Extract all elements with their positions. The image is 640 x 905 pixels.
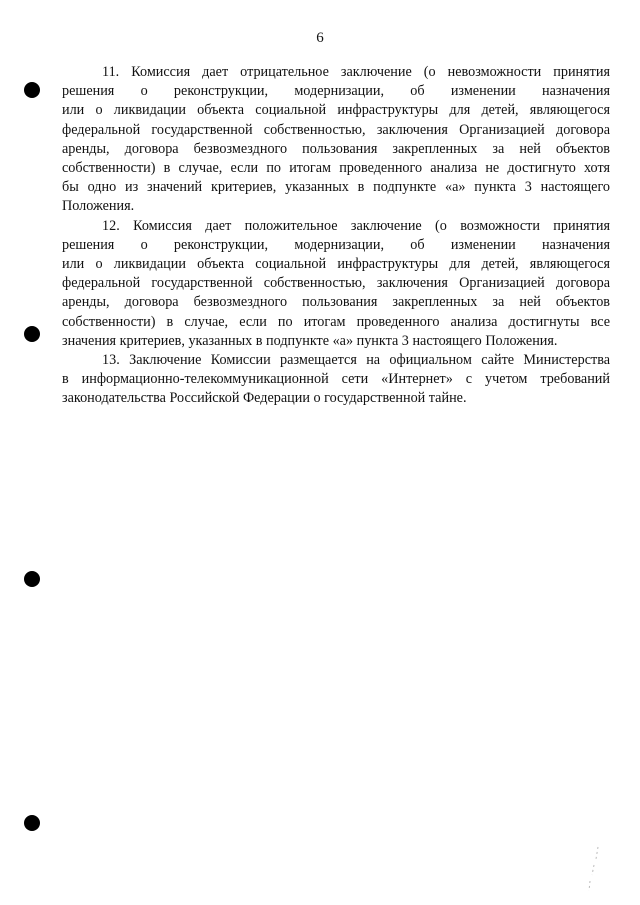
text-line: Положения. xyxy=(62,198,135,215)
text-line: 12. Комиссия дает положительное заключение (о возможности принятия xyxy=(102,217,610,234)
text-line: значения критериев, указанных в подпункте «а» пункта 3 настоящего Положения. xyxy=(62,332,558,349)
text-line: 13. Заключение Комиссии размещается на официальном сайте Министерства xyxy=(102,352,610,369)
text-line: аренды, договора безвозмездного пользования закрепленных за ней объектов xyxy=(62,140,610,157)
document-body xyxy=(62,63,610,409)
text-line: федеральной государственной собственностью, заключения Организацией договора xyxy=(62,121,610,138)
text-line: решения о реконструкции, модернизации, об изменении назначения xyxy=(62,236,610,253)
scan-artifact xyxy=(580,845,610,895)
paragraph-12 xyxy=(62,217,610,351)
text-line: аренды, договора безвозмездного пользования закрепленных за ней объектов xyxy=(62,294,610,311)
text-line: или о ликвидации объекта социальной инфраструктуры для детей, являющегося xyxy=(62,256,610,273)
punch-hole xyxy=(24,82,40,98)
punch-hole xyxy=(24,326,40,342)
punch-hole xyxy=(24,571,40,587)
text-line: 11. Комиссия дает отрицательное заключение (о невозможности принятия xyxy=(102,64,610,80)
text-line: решения о реконструкции, модернизации, об изменении назначения xyxy=(62,83,610,100)
text-line: собственности) в случае, если по итогам проведенного анализа достигнуты все xyxy=(62,313,610,330)
text-line: собственности) в случае, если по итогам проведенного анализа не достигнуто хотя xyxy=(62,160,610,177)
paragraph-11 xyxy=(62,63,610,217)
text-line: в информационно-телекоммуникационной сети «Интернет» с учетом требований xyxy=(62,371,610,388)
page-number: 6 xyxy=(316,30,324,46)
text-line: или о ликвидации объекта социальной инфраструктуры для детей, являющегося xyxy=(62,102,610,119)
punch-hole xyxy=(24,815,40,831)
text-line: федеральной государственной собственностью, заключения Организацией договора xyxy=(62,275,610,292)
text-line: законодательства Российской Федерации о государственной тайне. xyxy=(62,390,467,407)
paragraph-13 xyxy=(62,351,610,409)
text-line: бы одно из значений критериев, указанных в подпункте «а» пункта 3 настоящего xyxy=(62,179,610,196)
